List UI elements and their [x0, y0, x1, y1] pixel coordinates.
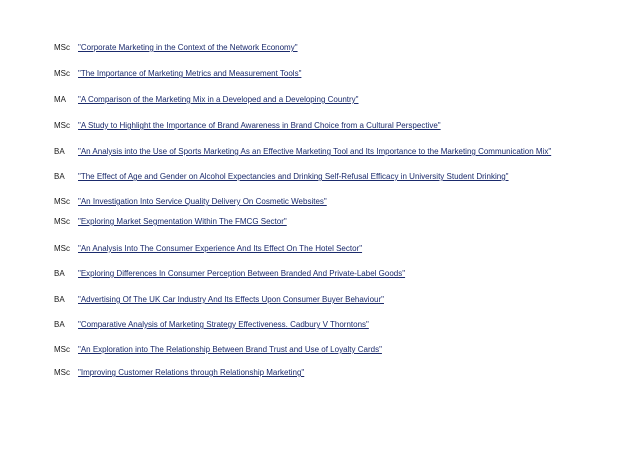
degree-label: MSc	[54, 217, 70, 226]
degree-label: MSc	[54, 345, 70, 354]
dissertation-title-link[interactable]: "An Analysis Into The Consumer Experience And Its Effect On The Hotel Sector"	[78, 244, 363, 253]
dissertation-title-link[interactable]: "Exploring Differences In Consumer Perception Between Branded And Private-Label Goods"	[78, 269, 406, 278]
degree-label: MSc	[54, 197, 70, 206]
degree-label: BA	[54, 172, 65, 181]
dissertation-title-link[interactable]: "Improving Customer Relations through Relationship Marketing"	[78, 368, 305, 377]
degree-label: MA	[54, 95, 66, 104]
dissertation-title-link[interactable]: "The Effect of Age and Gender on Alcohol Expectancies and Drinking Self-Refusal Efficacy in University Student Drinking"	[78, 172, 509, 181]
degree-label: MSc	[54, 368, 70, 377]
dissertation-title-link[interactable]: "An Investigation Into Service Quality Delivery On Cosmetic Websites"	[78, 197, 327, 206]
dissertation-title-link[interactable]: "The Importance of Marketing Metrics and Measurement Tools"	[78, 69, 302, 78]
dissertation-title-link[interactable]: "Exploring Market Segmentation Within The FMCG Sector"	[78, 217, 287, 226]
dissertation-title-link[interactable]: "Advertising Of The UK Car Industry And Its Effects Upon Consumer Buyer Behaviour"	[78, 295, 384, 304]
dissertation-title-link[interactable]: "An Analysis into the Use of Sports Marketing As an Effective Marketing Tool and Its Importance to the Marketing Communication Mix"	[78, 147, 552, 156]
degree-label: MSc	[54, 121, 70, 130]
degree-label: BA	[54, 320, 65, 329]
dissertation-title-link[interactable]: "A Comparison of the Marketing Mix in a Developed and a Developing Country"	[78, 95, 359, 104]
degree-label: MSc	[54, 244, 70, 253]
dissertation-title-link[interactable]: "Comparative Analysis of Marketing Strategy Effectiveness. Cadbury V Thorntons"	[78, 320, 369, 329]
degree-label: BA	[54, 295, 65, 304]
degree-label: BA	[54, 269, 65, 278]
degree-label: BA	[54, 147, 65, 156]
dissertation-title-link[interactable]: "A Study to Highlight the Importance of Brand Awareness in Brand Choice from a Cultural Perspective"	[78, 121, 441, 130]
dissertation-title-link[interactable]: "Corporate Marketing in the Context of the Network Economy"	[78, 43, 298, 52]
dissertation-title-link[interactable]: "An Exploration into The Relationship Between Brand Trust and Use of Loyalty Cards"	[78, 345, 382, 354]
degree-label: MSc	[54, 43, 70, 52]
degree-label: MSc	[54, 69, 70, 78]
